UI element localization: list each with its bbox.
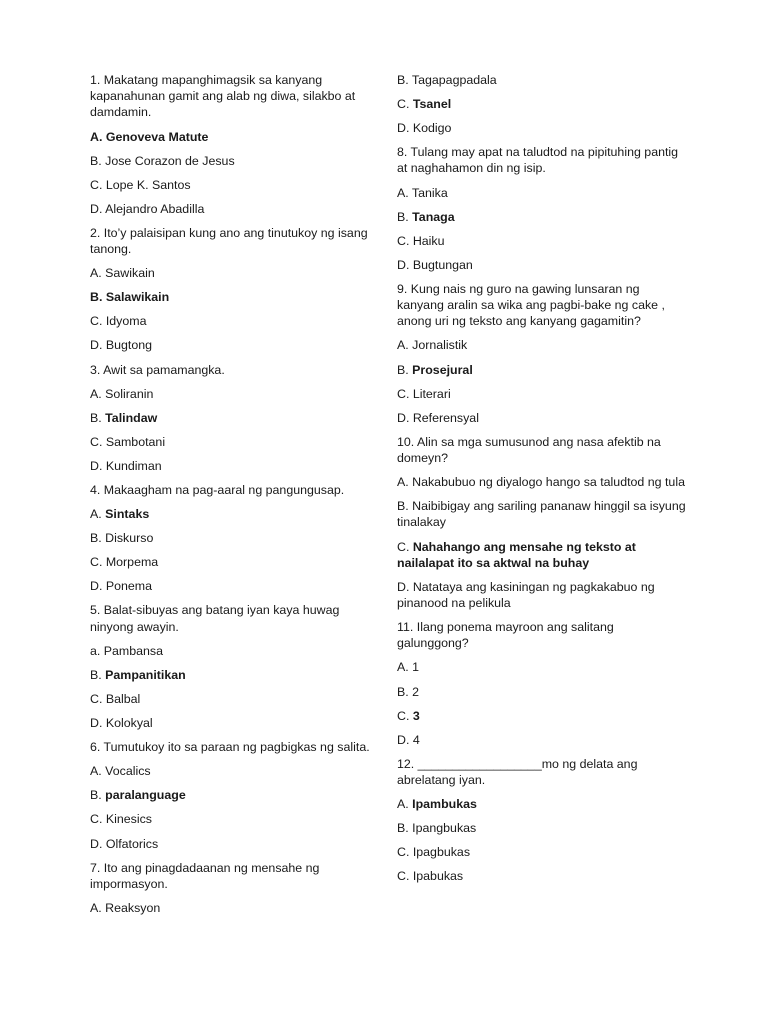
line-text: 11. Ilang ponema mayroon ang salitang galunggong? xyxy=(397,620,614,651)
line-item xyxy=(397,498,687,530)
line-text: 5. Balat-sibuyas ang batang iyan kaya huwag ninyong awayin. xyxy=(90,603,340,634)
line-item xyxy=(90,811,375,827)
line-item xyxy=(397,796,687,812)
answer-text: Pampanitikan xyxy=(105,667,186,682)
line-item xyxy=(397,410,687,426)
line-text: C. Ipagbukas xyxy=(397,845,471,860)
line-item xyxy=(90,337,375,353)
line-text: 4. Makaagham na pag-aaral ng pangungusap. xyxy=(90,483,345,498)
line-text: A. 1 xyxy=(397,660,420,675)
line-text: C. xyxy=(397,539,413,554)
line-item xyxy=(90,72,375,121)
line-item xyxy=(397,434,687,466)
line-text: D. Kundiman xyxy=(90,458,162,473)
line-text: B. xyxy=(90,410,106,425)
line-text: D. Alejandro Abadilla xyxy=(90,201,205,216)
left-column xyxy=(90,72,375,924)
line-item xyxy=(90,265,375,281)
line-item xyxy=(90,739,375,755)
line-item xyxy=(90,506,375,522)
line-text: B. xyxy=(397,209,413,224)
line-item xyxy=(90,763,375,779)
answer-text: Tsanel xyxy=(412,97,452,112)
line-item xyxy=(90,410,375,426)
answer-text: paralanguage xyxy=(105,788,186,803)
line-item xyxy=(90,787,375,803)
line-text: C. Sambotani xyxy=(90,434,166,449)
line-text: A. Nakabubuo ng diyalogo hango sa taludtod ng tula xyxy=(397,475,685,490)
line-text: 1. Makatang mapanghimagsik sa kanyang kapanahunan gamit ang alab ng diwa, silakbo at damdamin. xyxy=(90,73,356,120)
line-text: A. Vocalics xyxy=(90,764,151,779)
line-item xyxy=(397,257,687,273)
line-item xyxy=(90,578,375,594)
answer-text: 3 xyxy=(412,708,420,723)
line-item xyxy=(90,289,375,305)
line-item xyxy=(397,209,687,225)
line-item xyxy=(397,120,687,136)
line-item xyxy=(397,362,687,378)
line-text: 2. Ito’y palaisipan kung ano ang tinutukoy ng isang tanong. xyxy=(90,225,368,257)
line-text: D. Olfatorics xyxy=(90,836,159,851)
line-text: B. xyxy=(90,788,106,803)
line-text: C. Haiku xyxy=(397,233,445,248)
line-item xyxy=(90,900,375,916)
line-text: D. Kodigo xyxy=(397,121,452,136)
line-text: C. xyxy=(397,708,413,723)
line-item xyxy=(90,530,375,546)
line-item xyxy=(90,667,375,683)
line-item xyxy=(397,820,687,836)
answer-text: B. Salawikain xyxy=(90,290,170,305)
line-text: D. Referensyal xyxy=(397,410,479,425)
line-text: B. Naibibigay ang sariling pananaw hinggil sa isyung tinalakay xyxy=(397,499,686,530)
line-text: C. Ipabukas xyxy=(397,869,464,884)
line-text: D. Bugtungan xyxy=(397,257,473,272)
line-item xyxy=(90,129,375,145)
line-item xyxy=(90,201,375,217)
line-item xyxy=(397,659,687,675)
line-text: 9. Kung nais ng guro na gawing lunsaran ng kanyang aralin sa wika ang pagbi-bake ng cake , anong uri ng teksto ang kanyang gagamitin? xyxy=(397,281,665,329)
line-text: D. 4 xyxy=(397,732,420,747)
line-item xyxy=(90,836,375,852)
line-item xyxy=(397,233,687,249)
line-item xyxy=(90,643,375,659)
line-text: 8. Tulang may apat na taludtod na pipituhing pantig at naghahamon din ng isip. xyxy=(397,145,679,176)
line-text: A. Tanika xyxy=(397,185,448,200)
line-item xyxy=(90,860,375,892)
line-item xyxy=(90,313,375,329)
line-text: 6. Tumutukoy ito sa paraan ng pagbigkas ng salita. xyxy=(90,740,370,755)
line-item xyxy=(397,185,687,201)
line-text: D. Bugtong xyxy=(90,338,152,353)
line-item xyxy=(397,868,687,884)
line-item xyxy=(90,177,375,193)
line-item xyxy=(90,602,375,634)
line-text: D. Kolokyal xyxy=(90,716,153,731)
line-item xyxy=(397,281,687,330)
line-item xyxy=(397,96,687,112)
line-item xyxy=(397,579,687,611)
line-item xyxy=(90,153,375,169)
line-text: 3. Awit sa pamamangka. xyxy=(90,362,225,377)
line-text: A. Reaksyon xyxy=(90,900,161,915)
line-item xyxy=(397,474,687,490)
line-item xyxy=(397,72,687,88)
line-item xyxy=(397,844,687,860)
line-text: B. xyxy=(397,362,413,377)
answer-text: A. Genoveva Matute xyxy=(90,129,209,144)
line-item xyxy=(90,482,375,498)
line-text: A. xyxy=(90,507,106,522)
line-item xyxy=(397,386,687,402)
line-text: C. Balbal xyxy=(90,691,141,706)
line-text: B. Jose Corazon de Jesus xyxy=(90,153,235,168)
line-text: a. Pambansa xyxy=(90,643,164,658)
line-item xyxy=(90,458,375,474)
answer-text: Talindaw xyxy=(105,410,158,425)
line-text: A. xyxy=(397,797,413,812)
line-item xyxy=(90,715,375,731)
answer-text: Sintaks xyxy=(105,507,150,522)
line-text: C. Idyoma xyxy=(90,314,147,329)
line-text: 7. Ito ang pinagdadaanan ng mensahe ng impormasyon. xyxy=(90,860,320,891)
line-item xyxy=(397,708,687,724)
line-text: B. Ipangbukas xyxy=(397,821,477,836)
line-item xyxy=(90,362,375,378)
line-text: B. Tagapagpadala xyxy=(397,73,497,87)
line-item xyxy=(397,539,687,571)
line-item xyxy=(90,554,375,570)
answer-text: Tanaga xyxy=(412,209,455,224)
line-text: 12. __________________mo ng delata ang abrelatang iyan. xyxy=(397,756,638,787)
line-text: C. xyxy=(397,97,413,112)
line-item xyxy=(90,225,375,257)
line-text: A. Sawikain xyxy=(90,266,155,281)
line-item xyxy=(397,337,687,353)
answer-text: Prosejural xyxy=(412,362,473,377)
answer-text: Ipambukas xyxy=(412,797,477,812)
line-item xyxy=(90,691,375,707)
line-text: B. 2 xyxy=(397,684,420,699)
line-text: B. xyxy=(90,667,106,682)
line-item xyxy=(90,386,375,402)
line-text: C. Lope K. Santos xyxy=(90,177,191,192)
right-column xyxy=(397,72,687,892)
line-item xyxy=(397,756,687,788)
line-item xyxy=(397,144,687,176)
line-text: C. Literari xyxy=(397,386,451,401)
line-text: A. Jornalistik xyxy=(397,338,468,353)
line-item xyxy=(90,434,375,450)
line-text: C. Kinesics xyxy=(90,812,152,827)
line-item xyxy=(397,684,687,700)
line-item xyxy=(397,619,687,651)
line-item xyxy=(397,732,687,748)
line-text: B. Diskurso xyxy=(90,531,154,546)
line-text: 10. Alin sa mga sumusunod ang nasa afektib na domeyn? xyxy=(397,434,661,466)
answer-text: Nahahango ang mensahe ng teksto at nailalapat ito sa aktwal na buhay xyxy=(397,539,636,570)
line-text: C. Morpema xyxy=(90,555,159,570)
line-text: D. Ponema xyxy=(90,579,152,594)
line-text: D. Natataya ang kasiningan ng pagkakabuo ng pinanood na pelikula xyxy=(397,579,655,611)
line-text: A. Soliranin xyxy=(90,386,154,401)
